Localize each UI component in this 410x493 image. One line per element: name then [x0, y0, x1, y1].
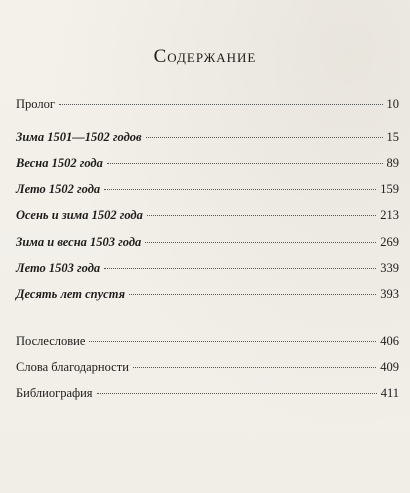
- dot-leader: [97, 393, 377, 394]
- dot-leader: [59, 104, 383, 105]
- toc-entry-bibliography[interactable]: [16, 385, 399, 401]
- toc-entry-label: Послесловие: [16, 334, 86, 348]
- dot-leader: [146, 137, 383, 138]
- toc-entry-summer-1502[interactable]: [16, 181, 399, 197]
- toc-entry-page: 159: [380, 182, 399, 196]
- dot-leader: [104, 189, 376, 190]
- toc-entry-label: Зима и весна 1503 года: [16, 235, 142, 249]
- toc-entry-page: 89: [386, 156, 399, 170]
- toc-entry-prologue[interactable]: [16, 96, 399, 112]
- toc-entry-label: Лето 1503 года: [16, 261, 101, 275]
- toc-entry-label: Библиография: [16, 386, 93, 400]
- toc-entry-page: 15: [386, 130, 399, 144]
- toc-entry-winter-spring-1503[interactable]: [16, 234, 399, 250]
- toc-entry-page: 393: [380, 287, 399, 301]
- toc-entry-page: 213: [380, 208, 399, 222]
- toc-entry-afterword[interactable]: [16, 333, 399, 349]
- toc-entry-page: 339: [380, 261, 399, 275]
- toc-entry-label: Весна 1502 года: [16, 156, 103, 170]
- dot-leader: [133, 367, 376, 368]
- dot-leader: [145, 242, 376, 243]
- toc-entry-label: Слова благодарности: [16, 360, 129, 374]
- dot-leader: [89, 341, 376, 342]
- toc-entry-ten-years-later[interactable]: [16, 286, 399, 302]
- toc-entry-label: Десять лет спустя: [16, 287, 126, 301]
- toc-entry-autumn-winter-1502[interactable]: [16, 207, 399, 223]
- toc-entry-label: Зима 1501—1502 годов: [16, 130, 142, 144]
- toc-entry-label: Лето 1502 года: [16, 182, 101, 196]
- toc-entry-page: 411: [380, 386, 399, 400]
- toc-entry-page: 10: [386, 97, 399, 111]
- toc-entry-label: Пролог: [16, 97, 55, 111]
- dot-leader: [107, 163, 383, 164]
- toc-entry-label: Осень и зима 1502 года: [16, 208, 143, 222]
- toc-entry-summer-1503[interactable]: [16, 260, 399, 276]
- toc-entry-page: 269: [380, 235, 399, 249]
- dot-leader: [129, 294, 376, 295]
- toc-entry-spring-1502[interactable]: [16, 155, 399, 171]
- toc-entry-page: 406: [380, 334, 399, 348]
- toc-entry-winter-1501[interactable]: [16, 129, 399, 145]
- dot-leader: [147, 215, 376, 216]
- toc-entry-page: 409: [380, 360, 399, 374]
- page-title: Содержание: [153, 46, 257, 67]
- toc-entry-acknowledgements[interactable]: [16, 359, 399, 375]
- dot-leader: [104, 268, 376, 269]
